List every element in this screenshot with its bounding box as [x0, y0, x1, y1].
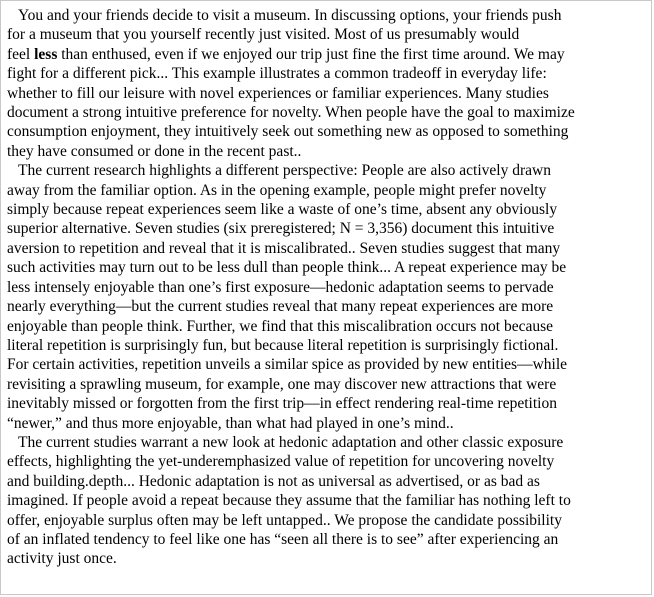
text-line: literal repetition is surprisingly fun, but because literal repetition is surprisingly fictional.	[7, 336, 559, 354]
text-line: enjoyable than people think. Further, we find that this miscalibration occurs not because	[7, 317, 554, 335]
text-line: You and your friends decide to visit a museum. In discussing options, your friends push	[18, 7, 562, 24]
text-line: less intensely enjoyable than one’s first exposure—hedonic adaptation seems to pervade	[7, 278, 554, 296]
text-line: nearly everything—but the current studies reveal that many repeat experiences are more	[7, 298, 554, 316]
text-line: such activities may turn out to be less dull than people think... A repeat experience may be	[7, 259, 567, 277]
text-line: fight for a different pick... This example illustrates a common tradeoff in everyday life:	[7, 65, 547, 83]
text-line: activity just once.	[7, 550, 117, 568]
paragraph-2	[7, 161, 649, 433]
text-line: revisiting a sprawling museum, for example, one may discover new attractions that were	[7, 375, 557, 393]
text-line: superior alternative. Seven studies (six preregistered; N = 3,356) document this intuitive	[7, 220, 555, 238]
text-line: For certain activities, repetition unveils a similar spice as provided by new entities—while	[7, 356, 568, 374]
text-line: and building.depth... Hedonic adaptation is not as universal as advertised, or as bad as	[7, 472, 540, 490]
text-line: aversion to repetition and reveal that it is miscalibrated.. Seven studies suggest that many	[7, 239, 561, 257]
text-line: effects, highlighting the yet-underemphasized value of repetition for uncovering novelty	[7, 453, 555, 471]
text-line: document a strong intuitive preference for novelty. When people have the goal to maximize	[7, 104, 575, 122]
text-line	[7, 45, 649, 64]
text-line: for a museum that you yourself recently just visited. Most of us presumably would	[7, 26, 520, 44]
text-line: simply because repeat experiences seem like a waste of one’s time, absent any obviously	[7, 201, 558, 219]
text-line: The current research highlights a different perspective: People are also actively drawn	[18, 162, 551, 180]
text-line: inevitably missed or forgotten from the first trip—in effect rendering real-time repetition	[7, 395, 557, 413]
text-segment: than enthused, even if we enjoyed our trip just fine the first time around. We may	[57, 45, 565, 63]
text-line: The current studies warrant a new look at hedonic adaptation and other classic exposure	[18, 433, 564, 451]
text-segment: feel	[7, 45, 35, 63]
text-line: offer, enjoyable surplus often may be left untapped.. We propose the candidate possibility	[7, 511, 562, 529]
text-line: whether to fill our leisure with novel experiences or familiar experiences. Many studies	[7, 84, 549, 102]
paragraph-1	[7, 6, 649, 161]
text-line: away from the familiar option. As in the opening example, people might prefer novelty	[7, 181, 547, 199]
text-line: consumption enjoyment, they intuitively seek out something new as opposed to something	[7, 123, 569, 141]
text-line: “newer,” and thus more enjoyable, than what had played in one’s mind..	[7, 414, 454, 432]
text-line: of an inflated tendency to feel like one has “seen all there is to see” after experiencing an	[7, 530, 559, 548]
document-text	[7, 6, 649, 569]
text-line: they have consumed or done in the recent past..	[7, 142, 302, 160]
paragraph-3	[7, 433, 649, 569]
emphasis-text: less	[34, 45, 58, 63]
text-line: imagined. If people avoid a repeat because they assume that the familiar has nothing left to	[7, 492, 571, 510]
